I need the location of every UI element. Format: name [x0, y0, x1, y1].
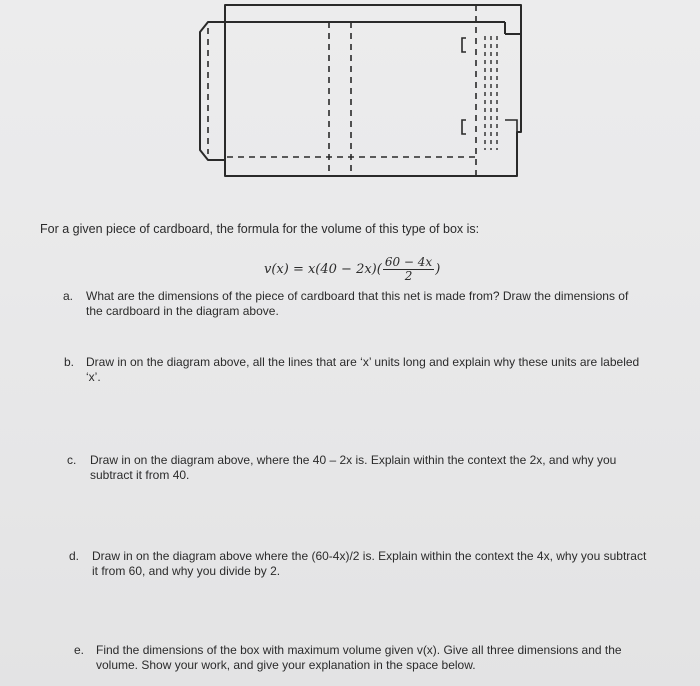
formula-rhs: )	[435, 262, 441, 277]
question-letter: d.	[69, 549, 80, 563]
question-letter: b.	[64, 355, 75, 369]
right-tab	[505, 120, 517, 132]
right-flap-notch	[505, 22, 521, 34]
question-letter: c.	[67, 453, 77, 467]
question-text: What are the dimensions of the piece of cardboard that this net is made from? Draw the dimensions of the cardboard in the diagram above.	[86, 289, 629, 318]
intro-text: For a given piece of cardboard, the formula for the volume of this type of box is:	[40, 222, 480, 236]
formula-fraction	[383, 256, 434, 283]
formula-lhs: v(x) = x(40 − 2x)(	[264, 262, 382, 277]
question-text: Draw in on the diagram above, all the lines that are ‘x’ units long and explain why these units are labeled ‘x’.	[86, 355, 640, 384]
right-bracket-top	[462, 38, 466, 52]
question-text: Find the dimensions of the box with maximum volume given v(x). Give all three dimensions and the volume. Show your work, and give your explanation in the space below.	[96, 643, 622, 672]
formula-numerator: 60 − 4x	[384, 255, 433, 269]
net-outline	[200, 5, 521, 176]
volume-formula	[264, 256, 440, 283]
question-letter: e.	[74, 643, 85, 657]
question-text: Draw in on the diagram above, where the 40 – 2x is. Explain within the context the 2x, and why you subtract it from 40.	[90, 453, 617, 482]
right-bracket-bottom	[462, 120, 466, 134]
question-letter: a.	[63, 289, 74, 303]
question-text: Draw in on the diagram above where the (60-4x)/2 is. Explain within the context the 4x, why you subtract it from 60, and why you divide by 2.	[92, 549, 647, 578]
box-net-diagram	[180, 0, 530, 182]
formula-denominator: 2	[404, 269, 413, 283]
